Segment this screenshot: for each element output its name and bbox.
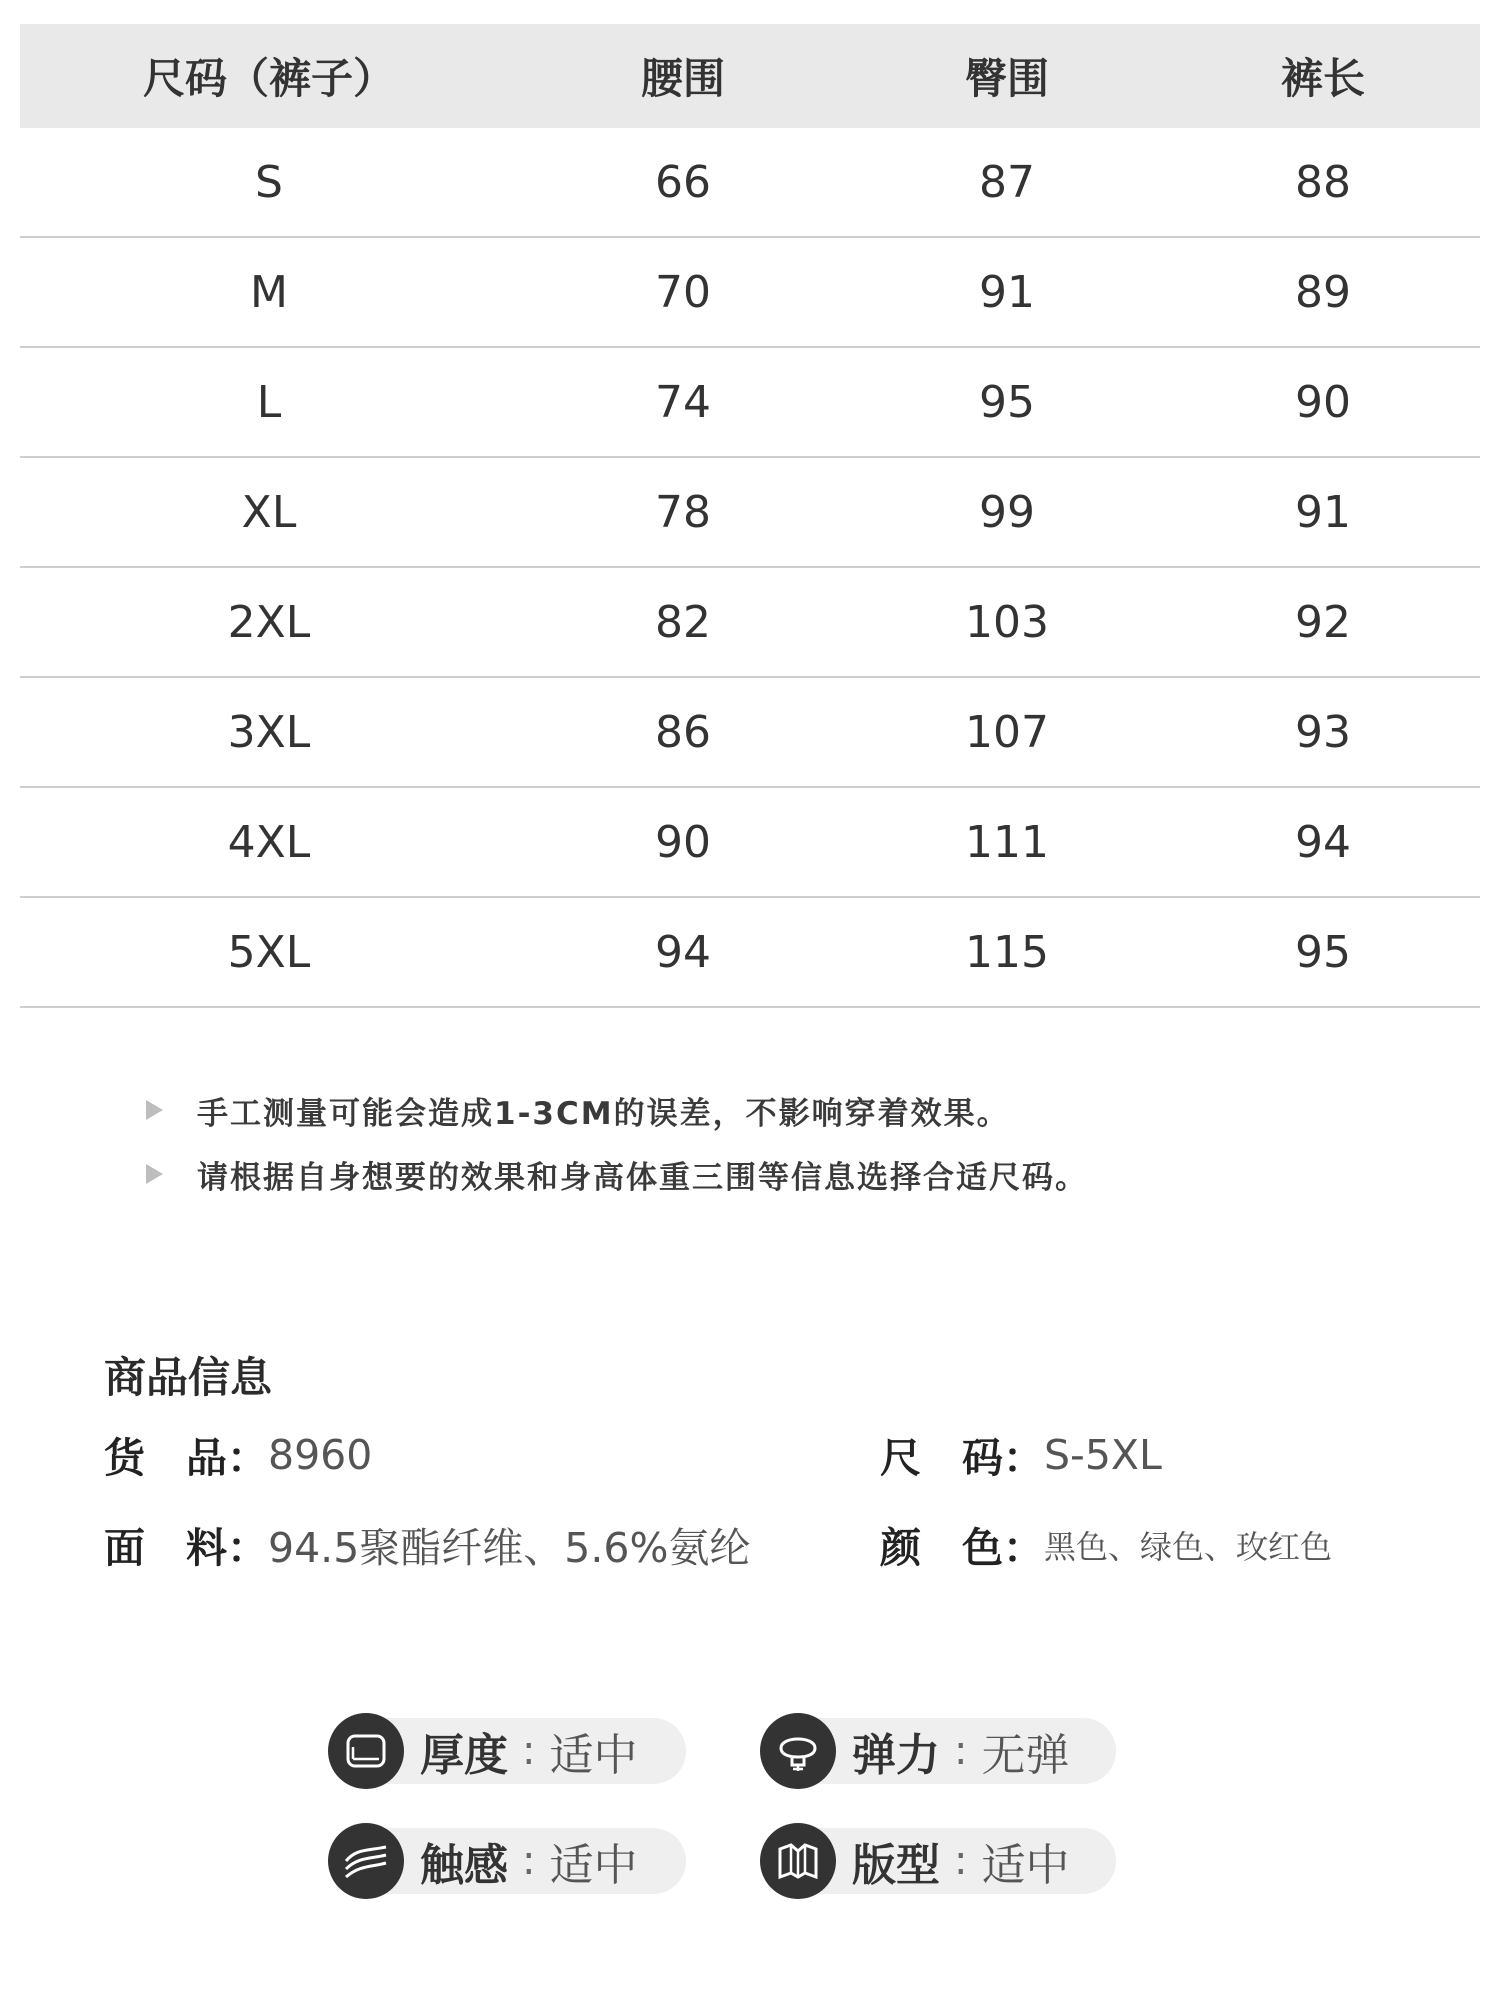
header-size: 尺码（裤子） — [142, 54, 395, 103]
note-item — [146, 1142, 1088, 1206]
header-waist: 腰围 — [640, 54, 725, 103]
table-row — [20, 568, 1480, 678]
size-cell: 2XL — [227, 596, 311, 648]
feature-elasticity — [760, 1712, 1116, 1790]
length-cell: 95 — [1295, 926, 1351, 978]
waist-cell: 94 — [655, 926, 711, 978]
note-item — [146, 1078, 1088, 1142]
item-number-row — [104, 1425, 372, 1484]
product-info-title: 商品信息 — [104, 1353, 273, 1402]
table-row — [20, 678, 1480, 788]
feature-separator: : — [522, 1838, 536, 1884]
elasticity-icon — [760, 1713, 836, 1789]
length-cell: 94 — [1295, 816, 1351, 868]
waist-cell: 86 — [655, 706, 711, 758]
feature-value: 无弹 — [981, 1730, 1070, 1781]
thickness-icon — [328, 1713, 404, 1789]
color-value: 黑色、绿色、玫红色 — [1044, 1527, 1333, 1566]
waist-cell: 82 — [655, 596, 711, 648]
table-row — [20, 348, 1480, 458]
length-cell: 88 — [1295, 156, 1351, 208]
feature-texture — [328, 1822, 686, 1900]
feature-label: 弹力 — [852, 1730, 940, 1781]
waist-cell: 74 — [655, 376, 711, 428]
size-range-value: S-5XL — [1044, 1430, 1162, 1479]
feature-label: 版型 — [852, 1840, 940, 1891]
length-cell: 93 — [1295, 706, 1351, 758]
feature-label: 厚度 — [420, 1730, 508, 1781]
item-number-value: 8960 — [268, 1430, 373, 1479]
note-text: 手工测量可能会造成1-3CM的误差，不影响穿着效果。 — [197, 1095, 1010, 1132]
table-row — [20, 238, 1480, 348]
feature-separator: : — [522, 1728, 536, 1774]
fabric-row — [104, 1515, 750, 1574]
size-cell: L — [256, 376, 282, 428]
measurement-notes — [146, 1078, 1088, 1206]
color-label: 颜 色： — [880, 1524, 1044, 1572]
length-cell: 91 — [1295, 486, 1351, 538]
size-cell: M — [250, 266, 288, 318]
item-number-label: 货 品： — [104, 1434, 268, 1482]
waist-cell: 90 — [655, 816, 711, 868]
hip-cell: 91 — [979, 266, 1035, 318]
size-range-row — [880, 1425, 1162, 1484]
size-cell: S — [255, 156, 283, 208]
bullet-triangle-icon — [146, 1100, 163, 1120]
hip-cell: 111 — [965, 816, 1049, 868]
hip-cell: 95 — [979, 376, 1035, 428]
length-cell: 92 — [1295, 596, 1351, 648]
table-row — [20, 788, 1480, 898]
feature-value: 适中 — [549, 1840, 638, 1891]
fabric-label: 面 料： — [104, 1524, 268, 1572]
waist-cell: 66 — [655, 156, 711, 208]
feature-fit — [760, 1822, 1116, 1900]
hip-cell: 99 — [979, 486, 1035, 538]
length-cell: 90 — [1295, 376, 1351, 428]
size-cell: 4XL — [227, 816, 311, 868]
feature-value: 适中 — [549, 1730, 638, 1781]
bullet-triangle-icon — [146, 1164, 163, 1184]
table-row — [20, 898, 1480, 1008]
note-text: 请根据自身想要的效果和身高体重三围等信息选择合适尺码。 — [197, 1159, 1088, 1196]
texture-icon — [328, 1823, 404, 1899]
size-cell: 5XL — [227, 926, 311, 978]
feature-value: 适中 — [981, 1840, 1070, 1891]
color-row — [880, 1515, 1332, 1574]
feature-thickness — [328, 1712, 686, 1790]
size-cell: 3XL — [227, 706, 311, 758]
feature-separator: : — [954, 1838, 968, 1884]
header-length: 裤长 — [1280, 54, 1365, 103]
feature-label: 触感 — [420, 1840, 508, 1891]
fabric-value: 94.5聚酯纤维、5.6%氨纶 — [268, 1524, 751, 1572]
hip-cell: 107 — [965, 706, 1049, 758]
size-cell: XL — [241, 486, 297, 538]
fit-icon — [760, 1823, 836, 1899]
waist-cell: 70 — [655, 266, 711, 318]
size-table — [20, 24, 1480, 1008]
hip-cell: 103 — [965, 596, 1049, 648]
table-row — [20, 128, 1480, 238]
header-hip: 臀围 — [964, 54, 1049, 103]
hip-cell: 87 — [979, 156, 1035, 208]
size-range-label: 尺 码： — [880, 1434, 1044, 1482]
table-row — [20, 458, 1480, 568]
waist-cell: 78 — [655, 486, 711, 538]
feature-separator: : — [954, 1728, 968, 1774]
table-header-row — [20, 24, 1480, 128]
hip-cell: 115 — [965, 926, 1049, 978]
length-cell: 89 — [1295, 266, 1351, 318]
